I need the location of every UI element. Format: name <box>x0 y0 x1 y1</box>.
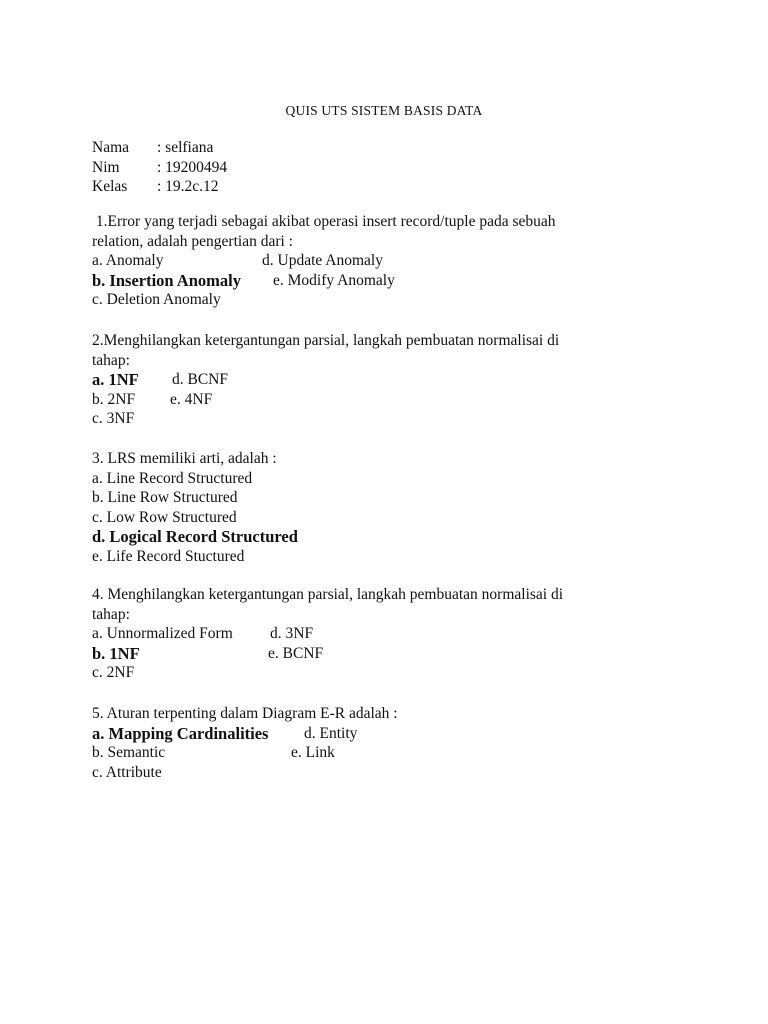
question-text: 5. Aturan terpenting dalam Diagram E-R adalah : <box>92 705 398 722</box>
option-row <box>92 624 692 644</box>
option-row <box>92 271 692 291</box>
option-row <box>92 290 692 310</box>
question-text: 4. Menghilangkan ketergantungan parsial, langkah pembuatan normalisai di <box>92 586 564 603</box>
option-row <box>92 724 692 744</box>
option-c: c. Attribute <box>92 763 162 781</box>
identity-row-nama <box>92 138 692 158</box>
option-b-answer: b. 1NF <box>92 643 140 663</box>
option-e: e. Modify Anomaly <box>273 271 395 289</box>
option-a: a. Unnormalized Form <box>92 625 233 642</box>
option-c: c. Low Row Structured <box>92 508 237 526</box>
student-identity <box>92 138 692 197</box>
option-b: b. Line Row Structured <box>92 489 238 506</box>
option-d: d. 3NF <box>270 625 314 642</box>
option-row <box>92 743 692 763</box>
option-a: a. Line Record Structured <box>92 469 253 487</box>
option-e: e. Link <box>291 744 335 761</box>
question-text: tahap: <box>92 605 130 623</box>
question-3 <box>92 449 692 566</box>
option-row <box>92 763 692 783</box>
identity-label: Kelas <box>92 178 128 195</box>
option-row <box>92 390 692 410</box>
question-2 <box>92 331 692 429</box>
option-d-answer: d. Logical Record Structured <box>92 527 298 546</box>
option-a: a. Anomaly <box>92 252 164 269</box>
option-c: c. 3NF <box>92 410 135 427</box>
identity-row-kelas <box>92 177 692 197</box>
question-text: relation, adalah pengertian dari : <box>92 232 293 250</box>
question-text: 2.Menghilangkan ketergantungan parsial, langkah pembuatan normalisai di <box>92 332 560 349</box>
identity-label: Nim <box>92 158 120 176</box>
option-e: e. BCNF <box>268 644 324 662</box>
option-row <box>92 251 692 271</box>
option-b-answer: b. Insertion Anomaly <box>92 270 241 290</box>
option-a-answer: a. 1NF <box>92 370 139 389</box>
identity-label: Nama <box>92 139 130 156</box>
identity-value: : 19200494 <box>157 158 228 176</box>
question-text: tahap: <box>92 351 130 369</box>
option-e: e. Life Record Stuctured <box>92 547 245 565</box>
option-a-answer: a. Mapping Cardinalities <box>92 723 269 743</box>
option-d: d. BCNF <box>172 371 228 388</box>
page-title: QUIS UTS SISTEM BASIS DATA <box>285 103 483 118</box>
identity-value: : 19.2c.12 <box>157 178 219 195</box>
option-b: b. 2NF <box>92 390 136 408</box>
question-text: 3. LRS memiliki arti, adalah : <box>92 450 277 467</box>
option-d: d. Update Anomaly <box>262 252 383 269</box>
question-text: 1.Error yang terjadi sebagai akibat operasi insert record/tuple pada sebuah <box>92 213 556 230</box>
identity-value: : selfiana <box>157 139 214 156</box>
option-e: e. 4NF <box>170 390 213 408</box>
question-5 <box>92 704 692 782</box>
question-1 <box>92 212 692 310</box>
option-b: b. Semantic <box>92 744 166 761</box>
option-c: c. Deletion Anomaly <box>92 291 221 308</box>
option-d: d. Entity <box>304 724 358 742</box>
option-row <box>92 370 692 390</box>
option-c: c. 2NF <box>92 664 135 681</box>
option-row <box>92 644 692 664</box>
question-4 <box>92 585 692 683</box>
identity-row-nim <box>92 158 692 178</box>
option-row <box>92 409 692 429</box>
option-row <box>92 663 692 683</box>
